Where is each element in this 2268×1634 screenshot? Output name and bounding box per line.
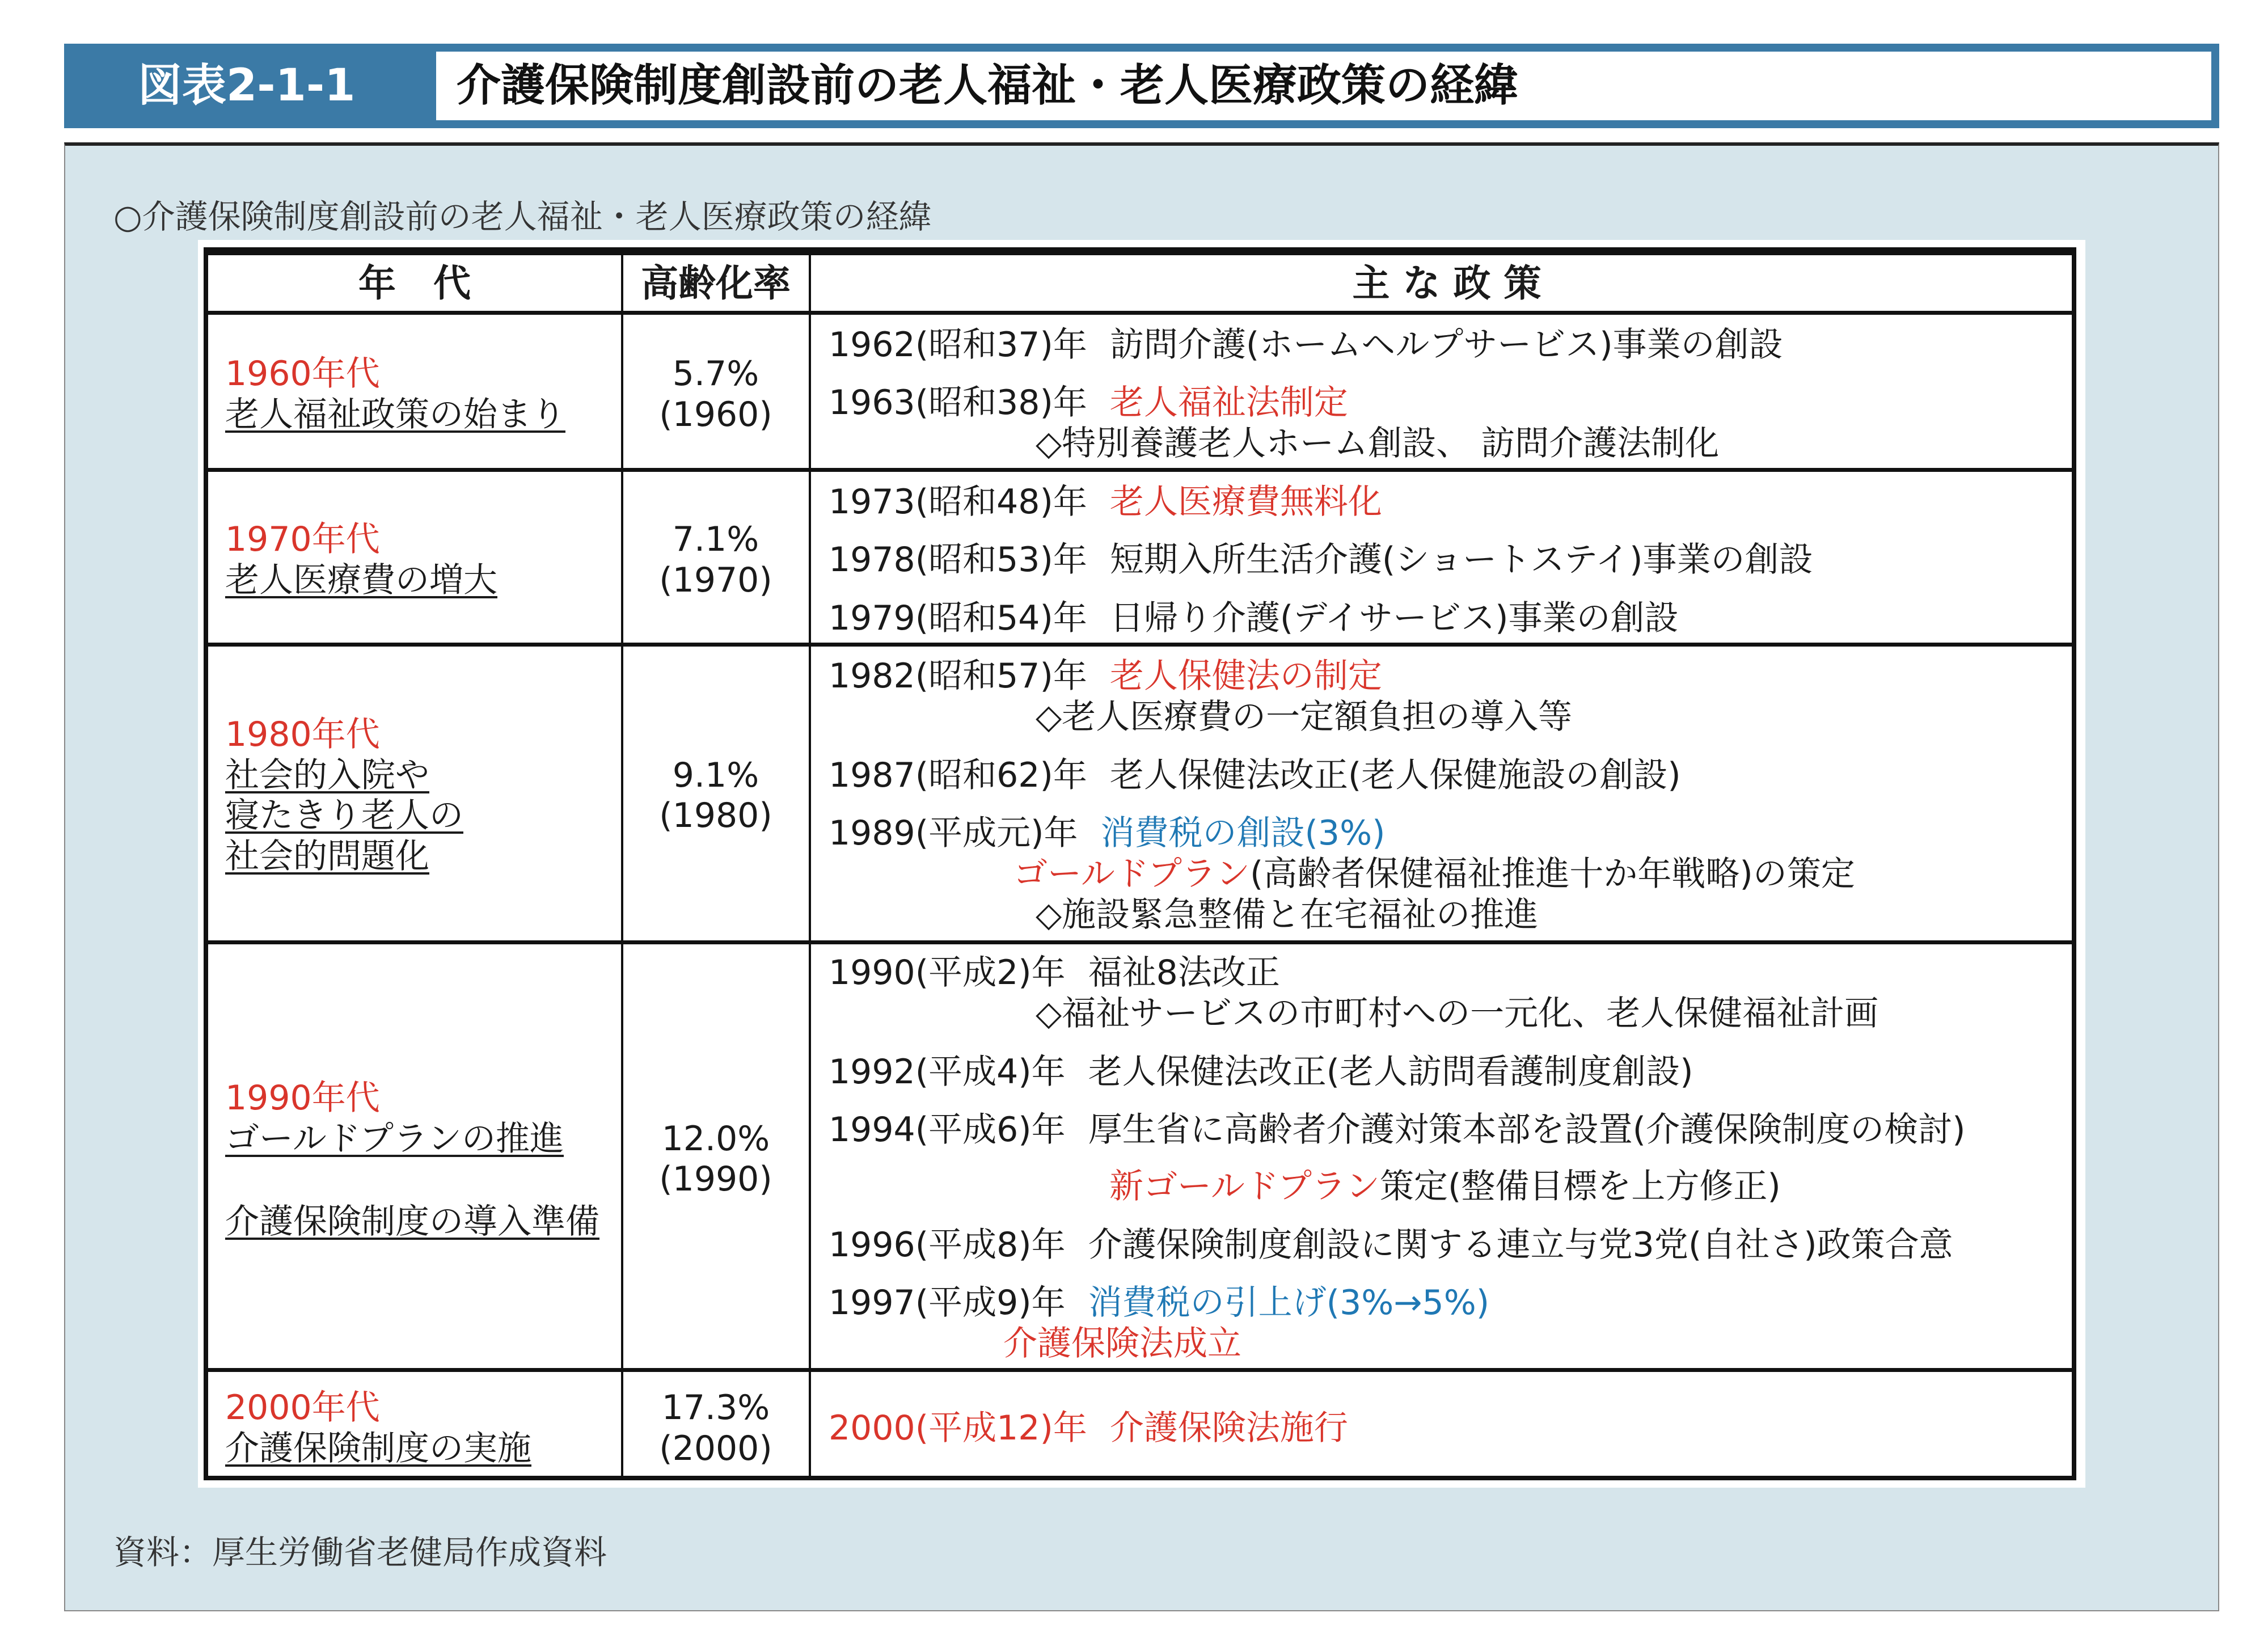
policy-item: ゴールドプラン(高齢者保健福祉推進十か年戦略)の策定 <box>1013 854 1855 894</box>
row-divider <box>204 468 2076 472</box>
column-header-aging-rate: 高齢化率 <box>641 261 791 305</box>
policy-item: 1990(平成2)年 福祉8法改正 <box>829 953 1280 993</box>
column-divider <box>809 247 811 1480</box>
aging-rate-year: (1960) <box>659 395 772 434</box>
policy-item: 1989(平成元)年 消費税の創設(3%) <box>829 813 1386 853</box>
column-header-decade: 年 代 <box>358 261 471 305</box>
policy-note: ◇福祉サービスの市町村への一元化、老人保健福祉計画 <box>1036 994 1879 1033</box>
subtitle: ○介護保険制度創設前の老人福祉・老人医療政策の経緯 <box>113 197 932 236</box>
figure-number: 図表2-1-1 <box>138 60 356 111</box>
aging-rate: 17.3% <box>661 1388 770 1428</box>
policy-note: ◇老人医療費の一定額負担の導入等 <box>1036 697 1573 737</box>
policy-item: 2000(平成12)年 介護保険法施行 <box>829 1408 1348 1448</box>
policy-item: 1963(昭和38)年 老人福祉法制定 <box>829 383 1348 423</box>
aging-rate-year: (1970) <box>659 560 772 600</box>
aging-rate-year: (1980) <box>659 796 772 835</box>
decade-theme: 介護保険制度の導入準備 <box>225 1202 599 1242</box>
policy-item: 1994(平成6)年 厚生省に高齢者介護対策本部を設置(介護保険制度の検討) <box>829 1110 1966 1150</box>
decade-label: 2000年代 <box>225 1388 380 1428</box>
policy-item: 1973(昭和48)年 老人医療費無料化 <box>829 482 1382 522</box>
policy-note: 介護保険法成立 <box>1003 1324 1241 1363</box>
decade-label: 1990年代 <box>225 1078 380 1118</box>
aging-rate: 9.1% <box>672 755 759 795</box>
source-note: 資料：厚生労働省老健局作成資料 <box>113 1533 607 1572</box>
figure-title: 介護保険制度創設前の老人福祉・老人医療政策の経緯 <box>436 52 2211 120</box>
row-divider <box>204 311 2076 315</box>
policy-item: 1997(平成9)年 消費税の引上げ(3%→5%) <box>829 1283 1490 1323</box>
aging-rate: 7.1% <box>672 520 759 559</box>
decade-theme: 寝たきり老人の <box>225 796 463 835</box>
row-divider <box>204 940 2076 944</box>
aging-rate-year: (2000) <box>659 1429 772 1468</box>
figure-header <box>64 44 2219 128</box>
column-header-policies: 主 な 政 策 <box>1352 261 1541 305</box>
decade-label: 1960年代 <box>225 354 380 394</box>
policy-item: 1996(平成8)年 介護保険制度創設に関する連立与党3党(自社さ)政策合意 <box>829 1225 1953 1265</box>
decade-label: 1980年代 <box>225 715 380 754</box>
row-divider <box>204 1368 2076 1372</box>
policy-item: 1978(昭和53)年 短期入所生活介護(ショートステイ)事業の創設 <box>829 540 1813 580</box>
policy-item: 1982(昭和57)年 老人保健法の制定 <box>829 656 1382 696</box>
decade-label: 1970年代 <box>225 520 380 559</box>
aging-rate-year: (1990) <box>659 1159 772 1199</box>
policy-item: 1962(昭和37)年 訪問介護(ホームヘルプサービス)事業の創設 <box>829 325 1783 365</box>
policy-item: 新ゴールドプラン策定(整備目標を上方修正) <box>1109 1167 1781 1206</box>
decade-theme: 老人福祉政策の始まり <box>225 395 565 434</box>
policy-note: ◇施設緊急整備と在宅福祉の推進 <box>1036 895 1539 935</box>
aging-rate: 12.0% <box>661 1119 770 1159</box>
policy-note: ◇特別養護老人ホーム創設、 訪問介護法制化 <box>1036 424 1720 463</box>
decade-theme: ゴールドプランの推進 <box>225 1119 564 1159</box>
decade-theme: 老人医療費の増大 <box>225 560 497 600</box>
row-divider <box>204 643 2076 647</box>
column-divider <box>621 247 623 1480</box>
decade-theme: 介護保険制度の実施 <box>225 1429 531 1468</box>
policy-item: 1979(昭和54)年 日帰り介護(デイサービス)事業の創設 <box>829 598 1679 638</box>
policy-item: 1992(平成4)年 老人保健法改正(老人訪問看護制度創設) <box>829 1052 1693 1092</box>
policy-item: 1987(昭和62)年 老人保健法改正(老人保健施設の創設) <box>829 755 1681 795</box>
decade-theme: 社会的入院や <box>225 755 429 795</box>
aging-rate: 5.7% <box>672 354 759 394</box>
decade-theme: 社会的問題化 <box>225 837 429 876</box>
